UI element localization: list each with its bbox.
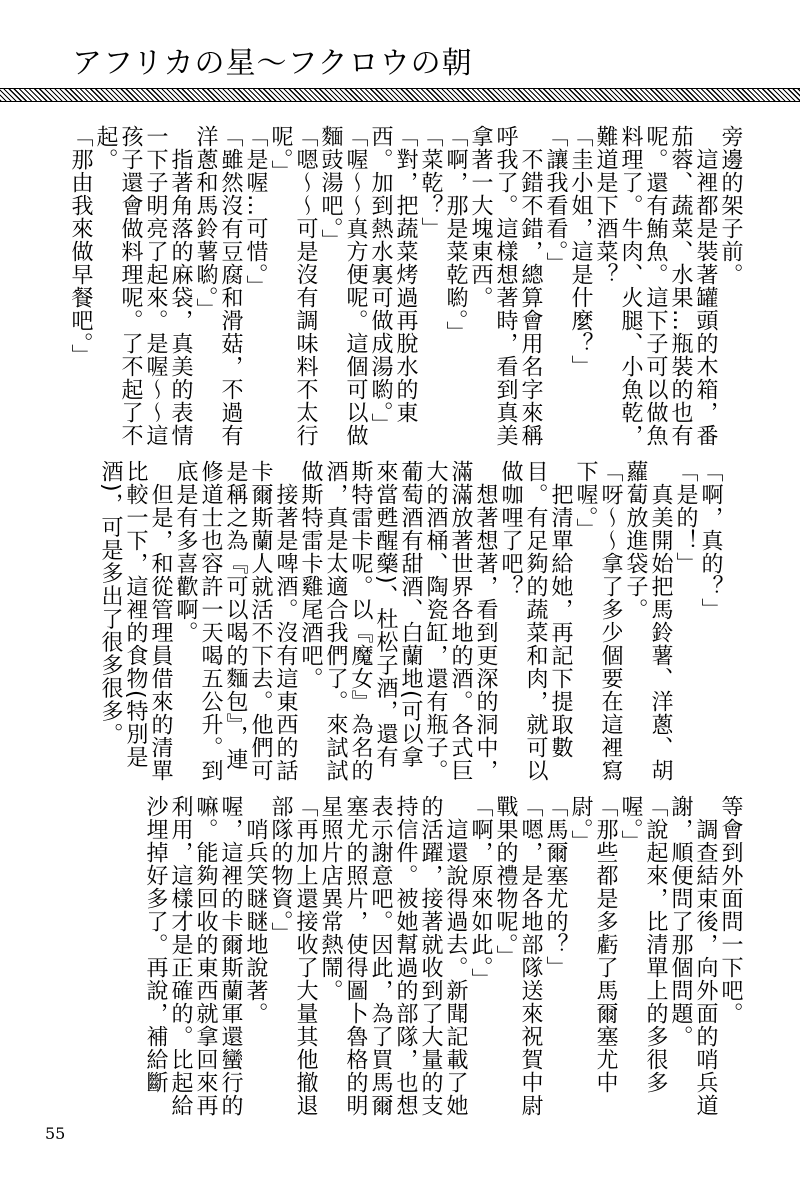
paragraph: 「雖然沒有豆腐和滑菇，不過有洋蔥和馬鈴薯喲。」 — [193, 125, 243, 447]
paragraph: 「那些都是多虧了馬爾塞尤中尉。」 — [568, 795, 618, 1094]
paragraph: 這裡都是裝著罐頭的木箱，番茄蓉、蔬菜、水果…瓶裝的也有呢。還有鮪魚。這下子可以做魚料理了。牛肉、火腿、小魚乾，難道是下酒菜？ — [593, 125, 718, 447]
paragraph: 喔，這裡的卡爾斯蘭軍還蠻行的嘛。能夠回收的東西就拿回來再利用，這樣才是正確的。比起給沙埋掉好多了。再說，補給斷 — [143, 795, 243, 1117]
paragraph: 「嗯，是各地部隊送來祝賀中尉戰果的禮物呢。」 — [493, 795, 543, 1117]
paragraph: 「啊，真的？」 — [698, 460, 723, 621]
paragraph: 「嗯〜〜可是沒有調味料不太行呢。」 — [268, 125, 318, 447]
paragraph: 但是，和從管理員借來的清單比較一下，這裡的食物(特別是酒)，可是多出了很多很多。 — [98, 460, 173, 782]
page-title: アフリカの星〜フクロウの朝 — [72, 46, 473, 81]
paragraph: 「對，把蔬菜烤過再脫水的東西。加到熱水裏可做成湯喲。」 — [368, 125, 418, 436]
paragraph: 「菜乾？」 — [418, 125, 443, 240]
paragraph: 哨兵笑瞇瞇地說著。 — [243, 795, 268, 1025]
paragraph: 調查結束後，向外面的哨兵道謝，順便問了那個問題。 — [668, 795, 718, 1117]
paragraph: 「呀〜〜拿了多少個要在這裡寫下喔。」 — [573, 460, 623, 782]
paragraph: 這還說得過去。新聞記載了她的活躍，接著就收到了大量的支持信件。被她幫過的部隊，也想表示謝意吧。因此，為了買馬爾塞尤的照片，使得圖卜魯格的明星照片店異常熱鬧。 — [318, 795, 468, 1117]
text-block-middle — [83, 460, 723, 790]
paragraph: 接著是啤酒。沒有這東西的話卡爾斯蘭人就活不下去。他們可是稱之為『可以喝的麵包』，連修道士也容許一天喝五公升。到底是有多喜歡啊。 — [173, 460, 298, 782]
paragraph: 「是的！」 — [673, 460, 698, 575]
page-number: 55 — [45, 1124, 66, 1143]
text-block-bottom — [103, 795, 743, 1125]
paragraph: 「喔〜〜真方便呢。這個可以做麵豉湯吧。」 — [318, 125, 368, 447]
paragraph: 指著角落的麻袋，真美的表情一下子明亮了起來。是喔〜〜這孩子還會做料理呢。了不起了不起。 — [93, 125, 193, 447]
paragraph: 「馬爾塞尤的？」 — [543, 795, 568, 979]
title-divider — [0, 88, 800, 102]
paragraph: 「啊，原來如此。」 — [468, 795, 493, 991]
paragraph: 不錯不錯，總算會用名字來稱呼我了。這樣想著時，看到真美拿著一大塊東西。 — [468, 125, 543, 447]
paragraph: 「啊，那是菜乾喲。」 — [443, 125, 468, 344]
paragraph: 真美開始把馬鈴薯、洋蔥、胡蘿蔔放進袋子。 — [623, 460, 673, 782]
paragraph: 旁邊的架子前。 — [718, 125, 743, 286]
paragraph: 「說起來，比清單上的多很多喔。」 — [618, 795, 668, 1094]
paragraph: 「是喔…可惜。」 — [243, 125, 268, 298]
text-block-top — [53, 125, 743, 455]
paragraph: 「那由我來做早餐吧。」 — [68, 125, 93, 367]
paragraph: 「再加上還接收了大量其他撤退部隊的物資。」 — [268, 795, 318, 1117]
paragraph: 「圭小姐，這是什麼？」 — [568, 125, 593, 378]
paragraph: 把清單給她，再記下提取數目。有足夠的蔬菜和肉，就可以做咖哩了吧？ — [498, 460, 573, 782]
paragraph: 想著想著，看到更深的洞中，滿滿放著世界各地的酒。各式巨大的酒桶、陶瓷缸，還有瓶子。葡萄酒有甜酒、白蘭地(可以拿來當甦醒藥)、杜松子酒，還有斯特雷卡呢。以『魔女』為名的酒，真是太適合我們了。來試試做斯特雷卡雞尾酒吧。 — [298, 460, 498, 782]
paragraph: 等會到外面問一下吧。 — [718, 795, 743, 1025]
paragraph: 「讓我看看。」 — [543, 125, 568, 275]
